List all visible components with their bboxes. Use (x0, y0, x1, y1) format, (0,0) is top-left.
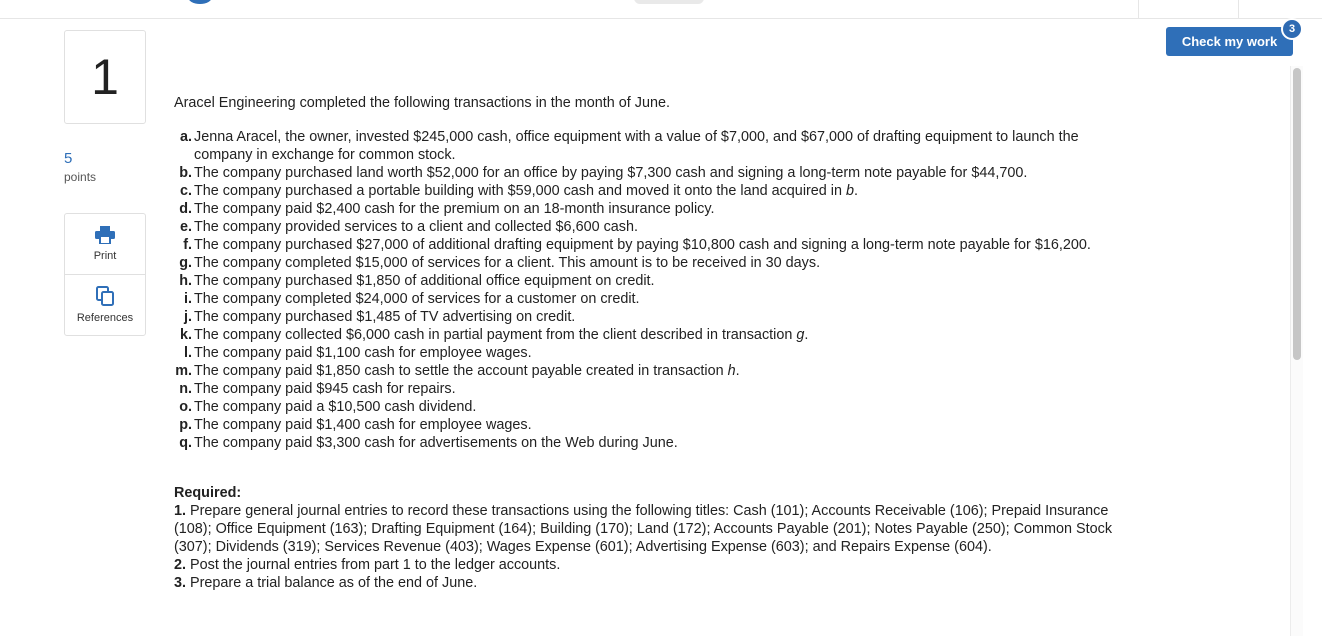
transaction-text: The company paid $1,400 cash for employee wages. (194, 417, 532, 433)
transaction-letter: g. (179, 255, 192, 271)
transaction-letter: a. (179, 129, 192, 145)
transaction-tail: . (854, 183, 859, 199)
transaction-text: The company purchased $1,485 of TV advertising on credit. (194, 309, 576, 325)
transaction-letter: e. (179, 219, 192, 235)
required-section (174, 484, 1124, 592)
required-title: Required: (174, 485, 242, 501)
requirements-list (174, 502, 1124, 592)
top-bar (0, 0, 1322, 19)
tools-panel (64, 213, 146, 336)
transaction-tail: . (735, 363, 740, 379)
transaction-text: The company purchased a portable building with $59,000 cash and moved it onto the land acquired in (194, 183, 843, 199)
requirement-text: Prepare general journal entries to record these transactions using the following titles: Cash (101); Accounts Receivable (106); Prepaid Insurance (108); Office Equipment (163); Drafting Equipment (164); Building (170); Land (172); Accounts Payable (201); Notes Payable (250); Common Stock (307); Dividends (319); Services Revenue (403); Wages Expense (601); Advertising Expense (603); and Repairs Expense (604). (174, 503, 1113, 555)
transactions-list (174, 128, 1124, 452)
transaction-item (174, 272, 1124, 290)
transaction-text: The company paid $2,400 cash for the premium on an 18-month insurance policy. (194, 201, 715, 217)
transaction-letter: o. (179, 399, 192, 415)
transaction-item (174, 326, 1124, 344)
printer-icon (95, 226, 115, 244)
transaction-item (174, 290, 1124, 308)
transaction-text: Jenna Aracel, the owner, invested $245,000 cash, office equipment with a value of $7,000, and $67,000 of drafting equipment to launch the company in exchange for common stock. (194, 129, 1079, 163)
check-my-work-button[interactable]: Check my work (1166, 27, 1293, 56)
check-count-badge: 3 (1281, 18, 1303, 40)
transaction-letter: k. (179, 327, 192, 343)
transaction-text: The company paid a $10,500 cash dividend. (194, 399, 477, 415)
transaction-text: The company purchased $1,850 of additional office equipment on credit. (194, 273, 655, 289)
transaction-text: The company completed $24,000 of services for a customer on credit. (194, 291, 640, 307)
transaction-item (174, 236, 1124, 254)
requirement-text: Post the journal entries from part 1 to the ledger accounts. (190, 557, 561, 573)
references-button[interactable] (65, 274, 145, 335)
transaction-item (174, 398, 1124, 416)
divider (1238, 0, 1239, 18)
requirement-text: Prepare a trial balance as of the end of June. (190, 575, 478, 591)
transaction-item (174, 308, 1124, 326)
requirement-number: 1. (174, 503, 187, 519)
transaction-item (174, 362, 1124, 380)
transaction-text: The company collected $6,000 cash in partial payment from the client described in transaction (194, 327, 793, 343)
problem-content (174, 94, 1124, 592)
requirement-number: 2. (174, 557, 187, 573)
question-number: 1 (64, 30, 146, 124)
transaction-text: The company paid $3,300 cash for advertisements on the Web during June. (194, 435, 678, 451)
transaction-item (174, 182, 1124, 200)
transaction-text: The company purchased $27,000 of additional drafting equipment by paying $10,800 cash and signing a long-term note payable for $16,200. (194, 237, 1091, 253)
nav-pill[interactable] (634, 0, 704, 4)
divider (1138, 0, 1139, 18)
points-panel (64, 150, 96, 184)
transaction-letter: p. (179, 417, 192, 433)
requirement-item (174, 502, 1124, 556)
transaction-item (174, 164, 1124, 182)
transaction-item (174, 200, 1124, 218)
transaction-tail: . (804, 327, 809, 343)
transaction-item (174, 344, 1124, 362)
points-value: 5 (64, 150, 73, 167)
transaction-item (174, 434, 1124, 452)
progress-indicator (188, 0, 212, 4)
transaction-text: The company purchased land worth $52,000 for an office by paying $7,300 cash and signing a long-term note payable for $44,700. (194, 165, 1028, 181)
documents-icon (96, 286, 114, 306)
transaction-item (174, 416, 1124, 434)
transaction-ref: g (796, 327, 805, 343)
print-button[interactable] (65, 214, 145, 274)
transaction-ref: h (727, 363, 736, 379)
transaction-letter: d. (179, 201, 192, 217)
transaction-ref: b (846, 183, 855, 199)
transaction-text: The company completed $15,000 of services for a client. This amount is to be received in 30 days. (194, 255, 821, 271)
references-label: References (76, 312, 134, 324)
transaction-letter: f. (183, 237, 192, 253)
transaction-text: The company paid $945 cash for repairs. (194, 381, 456, 397)
transaction-letter: i. (184, 291, 192, 307)
print-label: Print (93, 250, 117, 262)
transaction-letter: j. (184, 309, 192, 325)
transaction-item (174, 254, 1124, 272)
requirement-item (174, 556, 1124, 574)
requirement-item (174, 574, 1124, 592)
transaction-item (174, 218, 1124, 236)
transaction-letter: c. (179, 183, 192, 199)
transaction-letter: h. (179, 273, 192, 289)
transaction-letter: n. (179, 381, 192, 397)
transaction-item (174, 128, 1124, 164)
transaction-text: The company provided services to a client and collected $6,600 cash. (194, 219, 638, 235)
requirement-number: 3. (174, 575, 187, 591)
scrollbar-thumb[interactable] (1293, 68, 1301, 360)
transaction-text: The company paid $1,850 cash to settle the account payable created in transaction (194, 363, 724, 379)
problem-intro: Aracel Engineering completed the following transactions in the month of June. (174, 95, 670, 111)
points-label: points (64, 170, 97, 184)
transaction-letter: q. (179, 435, 192, 451)
transaction-letter: l. (184, 345, 192, 361)
transaction-text: The company paid $1,100 cash for employee wages. (194, 345, 532, 361)
transaction-letter: m. (175, 363, 192, 379)
transaction-letter: b. (179, 165, 192, 181)
transaction-item (174, 380, 1124, 398)
